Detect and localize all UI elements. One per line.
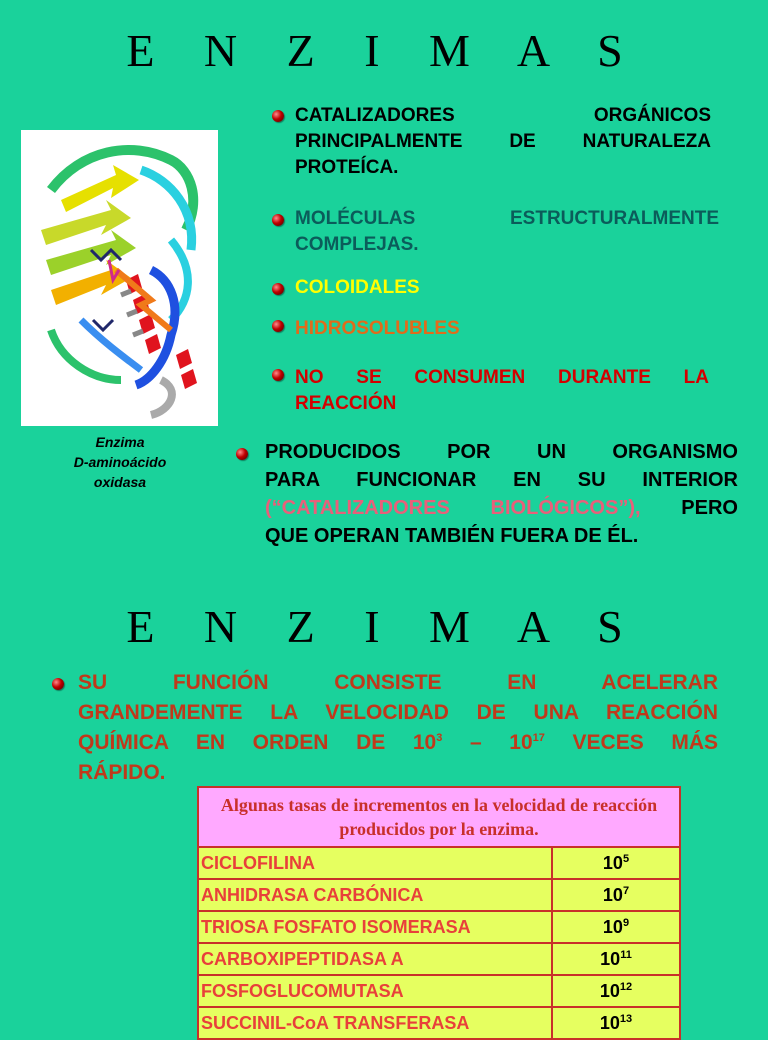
table-row <box>198 1007 680 1039</box>
protein-structure-image <box>21 130 218 426</box>
bullet-icon <box>236 448 248 460</box>
table-row <box>198 943 680 975</box>
bullet-line: REACCIÓN <box>295 393 397 414</box>
bullet-no-se-consumen <box>295 365 709 417</box>
bullet-icon <box>52 678 64 690</box>
bullet-line: COLOIDALES <box>295 277 420 298</box>
table-row <box>198 879 680 911</box>
rate-exponent: 11 <box>620 948 632 961</box>
bullet-line: COMPLEJAS. <box>295 234 419 255</box>
bullet-line: PRODUCIDOS POR UN ORGANISMO <box>265 441 738 463</box>
figure-caption <box>40 432 200 492</box>
rate-value <box>552 879 680 911</box>
bullet-line: GRANDEMENTE LA VELOCIDAD DE UNA REACCIÓN <box>78 701 718 724</box>
bullet-line: CATALIZADORES ORGÁNICOS <box>295 105 711 126</box>
rate-base: 10 <box>600 948 621 969</box>
caption-line: D-aminoácido <box>73 454 167 470</box>
bullet-line <box>265 494 738 522</box>
bullet-icon <box>272 283 284 295</box>
text-run: VECES MÁS <box>544 731 718 754</box>
rate-value <box>552 1007 680 1039</box>
bullet-producidos <box>265 438 738 550</box>
table-row <box>198 911 680 943</box>
exponent: 3 <box>436 732 443 744</box>
text-run: QUÍMICA EN ORDEN DE 10 <box>78 731 437 754</box>
table-row <box>198 847 680 879</box>
rate-exponent: 9 <box>622 916 630 929</box>
slide-2 <box>0 580 768 1033</box>
bullet-line: PRINCIPALMENTE DE NATURALEZA <box>295 131 711 152</box>
rate-table <box>197 786 681 1040</box>
rate-value <box>552 943 680 975</box>
caption-line: oxidasa <box>93 474 147 490</box>
caption-line: Enzima <box>95 434 145 450</box>
ribbon-diagram-icon <box>21 130 218 426</box>
table-header-row <box>198 787 680 847</box>
rate-exponent: 7 <box>622 884 630 897</box>
rate-exponent: 12 <box>619 980 633 993</box>
slide-title: E N Z I M A S <box>126 25 642 76</box>
rate-base: 10 <box>599 980 620 1001</box>
bullet-icon <box>272 110 284 122</box>
bullet-icon <box>272 369 284 381</box>
exponent: 17 <box>532 732 545 744</box>
catalizadores-biologicos-text: (“CATALIZADORES BIOLÓGICOS”), <box>265 497 641 519</box>
rate-base: 10 <box>602 884 623 905</box>
enzyme-name: TRIOSA FOSFATO ISOMERASA <box>198 911 552 943</box>
rate-base: 10 <box>599 1012 620 1033</box>
rate-value <box>552 847 680 879</box>
bullet-line: PARA FUNCIONAR EN SU INTERIOR <box>265 469 738 491</box>
bullet-funcion <box>78 668 718 788</box>
bullet-catalizadores <box>295 103 711 181</box>
bullet-line <box>78 728 718 758</box>
bullet-moleculas <box>295 206 719 258</box>
rate-exponent: 5 <box>622 852 630 865</box>
enzyme-name: CARBOXIPEPTIDASA A <box>198 943 552 975</box>
table-row <box>198 975 680 1007</box>
bullet-icon <box>272 320 284 332</box>
rate-value <box>552 911 680 943</box>
table-header: Algunas tasas de incrementos en la velocidad de reacción producidos por la enzima. <box>198 787 680 847</box>
bullet-line: PROTEÍCA. <box>295 157 399 178</box>
bullet-line: SU FUNCIÓN CONSISTE EN ACELERAR <box>78 671 718 694</box>
rate-base: 10 <box>602 916 623 937</box>
bullet-hidrosolubles <box>295 316 595 342</box>
bullet-coloidales <box>295 275 595 301</box>
rate-value <box>552 975 680 1007</box>
enzyme-name: SUCCINIL-CoA TRANSFERASA <box>198 1007 552 1039</box>
bullet-line: QUE OPERAN TAMBIÉN FUERA DE ÉL. <box>265 525 639 547</box>
rate-exponent: 13 <box>619 1012 633 1025</box>
enzyme-name: FOSFOGLUCOMUTASA <box>198 975 552 1007</box>
bullet-line: HIDROSOLUBLES <box>295 318 460 339</box>
enzyme-name: ANHIDRASA CARBÓNICA <box>198 879 552 911</box>
bullet-line: MOLÉCULAS ESTRUCTURALMENTE <box>295 208 719 229</box>
rate-base: 10 <box>602 852 623 873</box>
bullet-line: NO SE CONSUMEN DURANTE LA <box>295 367 709 388</box>
enzyme-name: CICLOFILINA <box>198 847 552 879</box>
bullet-line: RÁPIDO. <box>78 761 166 784</box>
text-run: – 10 <box>442 731 533 754</box>
pero-text: PERO <box>640 497 738 519</box>
slide-title: E N Z I M A S <box>126 601 642 652</box>
bullet-icon <box>272 214 284 226</box>
